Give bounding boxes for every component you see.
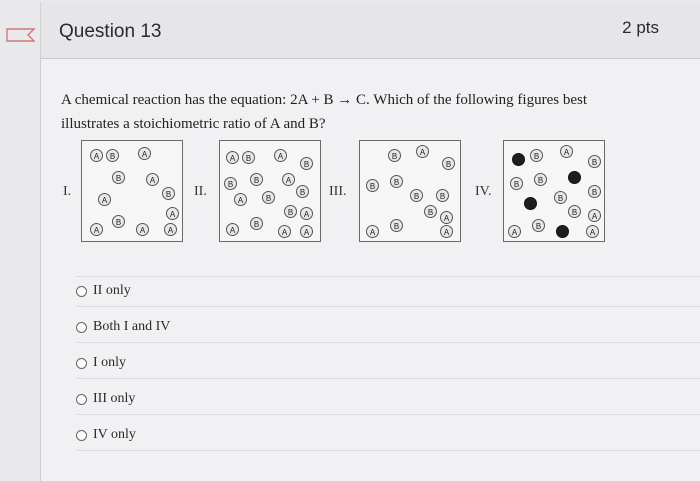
atom-a: A xyxy=(274,149,287,162)
figure-3 xyxy=(359,140,461,242)
atom-a: A xyxy=(146,173,159,186)
option-label: I only xyxy=(93,355,127,370)
option-label: III only xyxy=(93,391,136,406)
option-ii-only[interactable] xyxy=(76,278,131,304)
atom-b: B xyxy=(112,171,125,184)
atom-b: B xyxy=(390,175,403,188)
option-i-only[interactable] xyxy=(76,350,126,376)
bookmark-icon[interactable] xyxy=(6,28,36,42)
atom-b: B xyxy=(296,185,309,198)
atom-a: A xyxy=(300,207,313,220)
atom-b: B xyxy=(510,177,523,190)
molecule-c xyxy=(568,171,581,184)
atom-a: A xyxy=(98,193,111,206)
question-title: Question 13 xyxy=(59,21,162,42)
atom-b: B xyxy=(112,215,125,228)
atom-b: B xyxy=(242,151,255,164)
option-label: Both I and IV xyxy=(93,319,171,334)
atom-a: A xyxy=(282,173,295,186)
molecule-c xyxy=(524,197,537,210)
atom-a: A xyxy=(136,223,149,236)
option-label: IV only xyxy=(93,427,136,442)
atom-a: A xyxy=(560,145,573,158)
atom-b: B xyxy=(366,179,379,192)
atom-a: A xyxy=(164,223,177,236)
atom-a: A xyxy=(90,149,103,162)
radio-button[interactable] xyxy=(76,286,87,297)
atom-b: B xyxy=(388,149,401,162)
atom-a: A xyxy=(226,151,239,164)
figure-2 xyxy=(219,140,321,242)
atom-a: A xyxy=(226,223,239,236)
atom-a: A xyxy=(508,225,521,238)
figure-label-2: II. xyxy=(194,184,207,199)
option-iv-only[interactable] xyxy=(76,422,136,448)
atom-b: B xyxy=(262,191,275,204)
atom-b: B xyxy=(588,185,601,198)
atom-b: B xyxy=(106,149,119,162)
atom-a: A xyxy=(300,225,313,238)
figure-4 xyxy=(503,140,605,242)
question-header xyxy=(41,2,700,59)
radio-button[interactable] xyxy=(76,322,87,333)
atom-a: A xyxy=(366,225,379,238)
atom-b: B xyxy=(554,191,567,204)
divider xyxy=(76,450,700,451)
option-both-i-and-iv[interactable] xyxy=(76,314,170,340)
atom-b: B xyxy=(390,219,403,232)
question-card xyxy=(40,2,700,481)
atom-b: B xyxy=(284,205,297,218)
molecule-c xyxy=(512,153,525,166)
atom-a: A xyxy=(138,147,151,160)
atom-b: B xyxy=(250,173,263,186)
atom-a: A xyxy=(586,225,599,238)
figure-label-4: IV. xyxy=(475,184,492,199)
radio-button[interactable] xyxy=(76,358,87,369)
divider xyxy=(76,378,700,379)
atom-a: A xyxy=(234,193,247,206)
radio-button[interactable] xyxy=(76,394,87,405)
radio-button[interactable] xyxy=(76,430,87,441)
divider xyxy=(76,276,700,277)
atom-a: A xyxy=(278,225,291,238)
atom-b: B xyxy=(424,205,437,218)
atom-a: A xyxy=(440,225,453,238)
molecule-c xyxy=(556,225,569,238)
question-text xyxy=(61,88,661,136)
option-label: II only xyxy=(93,283,131,298)
atom-a: A xyxy=(440,211,453,224)
atom-b: B xyxy=(300,157,313,170)
divider xyxy=(76,342,700,343)
atom-a: A xyxy=(90,223,103,236)
atom-b: B xyxy=(568,205,581,218)
atom-b: B xyxy=(534,173,547,186)
atom-b: B xyxy=(224,177,237,190)
question-points: 2 pts xyxy=(622,18,659,37)
atom-b: B xyxy=(442,157,455,170)
question-text-line1: A chemical reaction has the equation: 2A + B → C. Which of the following figures best xyxy=(61,92,587,108)
divider xyxy=(76,306,700,307)
atom-b: B xyxy=(250,217,263,230)
figure-1 xyxy=(81,140,183,242)
atom-b: B xyxy=(532,219,545,232)
atom-a: A xyxy=(416,145,429,158)
figure-label-1: I. xyxy=(63,184,72,199)
atom-b: B xyxy=(588,155,601,168)
atom-a: A xyxy=(588,209,601,222)
atom-b: B xyxy=(410,189,423,202)
question-text-line2: illustrates a stoichiometric ratio of A and B? xyxy=(61,116,326,132)
divider xyxy=(76,414,700,415)
atom-b: B xyxy=(530,149,543,162)
atom-b: B xyxy=(436,189,449,202)
atom-a: A xyxy=(166,207,179,220)
atom-b: B xyxy=(162,187,175,200)
option-iii-only[interactable] xyxy=(76,386,135,412)
figure-label-3: III. xyxy=(329,184,347,199)
